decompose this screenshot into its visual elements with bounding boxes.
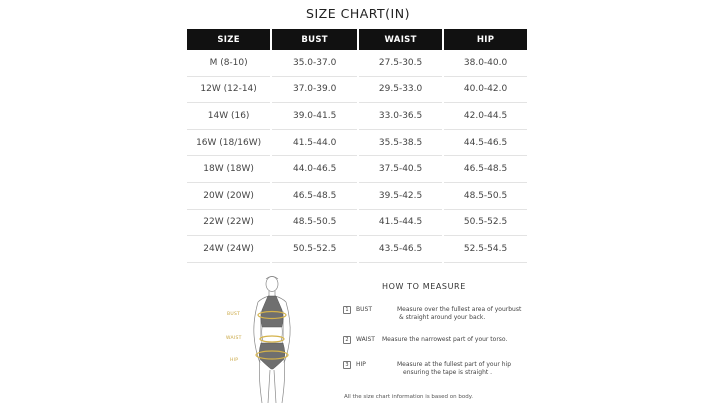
cell-bust: 46.5-48.5 bbox=[272, 183, 357, 210]
header-bust: BUST bbox=[272, 29, 357, 50]
cell-waist: 29.5-33.0 bbox=[359, 77, 442, 104]
table-row bbox=[187, 183, 527, 210]
cell-hip: 48.5-50.5 bbox=[444, 183, 527, 210]
table-row bbox=[187, 77, 527, 104]
cell-hip: 44.5-46.5 bbox=[444, 130, 527, 157]
cell-waist: 39.5-42.5 bbox=[359, 183, 442, 210]
step-name: WAIST bbox=[356, 336, 375, 343]
cell-size: 22W (22W) bbox=[187, 210, 270, 237]
figure-label-bust: BUST bbox=[227, 312, 241, 317]
size-chart-title: SIZE CHART(IN) bbox=[306, 6, 410, 21]
step-number: 3 bbox=[343, 361, 351, 369]
step-number: 2 bbox=[343, 336, 351, 344]
cell-bust: 35.0-37.0 bbox=[272, 50, 357, 77]
step-description: Measure over the fullest area of yourbust bbox=[397, 306, 522, 313]
table-row bbox=[187, 210, 527, 237]
cell-bust: 41.5-44.0 bbox=[272, 130, 357, 157]
cell-size: 20W (20W) bbox=[187, 183, 270, 210]
size-chart-table bbox=[185, 29, 529, 263]
cell-size: M (8-10) bbox=[187, 50, 270, 77]
table-row bbox=[187, 236, 527, 263]
cell-hip: 40.0-42.0 bbox=[444, 77, 527, 104]
cell-size: 16W (18/16W) bbox=[187, 130, 270, 157]
body-measurement-figure bbox=[222, 275, 322, 405]
cell-bust: 37.0-39.0 bbox=[272, 77, 357, 104]
table-row bbox=[187, 103, 527, 130]
cell-bust: 44.0-46.5 bbox=[272, 156, 357, 183]
cell-waist: 35.5-38.5 bbox=[359, 130, 442, 157]
table-row bbox=[187, 130, 527, 157]
table-row bbox=[187, 50, 527, 77]
cell-size: 12W (12-14) bbox=[187, 77, 270, 104]
cell-size: 24W (24W) bbox=[187, 236, 270, 263]
step-name: BUST bbox=[356, 306, 372, 313]
cell-hip: 46.5-48.5 bbox=[444, 156, 527, 183]
table-row bbox=[187, 156, 527, 183]
header-size: SIZE bbox=[187, 29, 270, 50]
cell-waist: 27.5-30.5 bbox=[359, 50, 442, 77]
cell-waist: 37.5-40.5 bbox=[359, 156, 442, 183]
step-description: & straight around your back. bbox=[399, 314, 486, 321]
cell-hip: 38.0-40.0 bbox=[444, 50, 527, 77]
cell-hip: 42.0-44.5 bbox=[444, 103, 527, 130]
cell-waist: 43.5-46.5 bbox=[359, 236, 442, 263]
cell-waist: 33.0-36.5 bbox=[359, 103, 442, 130]
step-description: Measure the narrowest part of your torso. bbox=[382, 336, 508, 343]
figure-label-waist: WAIST bbox=[226, 336, 242, 341]
how-to-measure-title: HOW TO MEASURE bbox=[382, 282, 466, 291]
table-header-row bbox=[187, 29, 527, 50]
size-chart-footnote: All the size chart information is based on body. bbox=[344, 394, 473, 400]
cell-size: 14W (16) bbox=[187, 103, 270, 130]
header-waist: WAIST bbox=[359, 29, 442, 50]
cell-hip: 52.5-54.5 bbox=[444, 236, 527, 263]
header-hip: HIP bbox=[444, 29, 527, 50]
cell-waist: 41.5-44.5 bbox=[359, 210, 442, 237]
step-description: ensuring the tape is straight . bbox=[403, 369, 493, 376]
cell-bust: 50.5-52.5 bbox=[272, 236, 357, 263]
cell-size: 18W (18W) bbox=[187, 156, 270, 183]
step-name: HIP bbox=[356, 361, 366, 368]
cell-hip: 50.5-52.5 bbox=[444, 210, 527, 237]
cell-bust: 48.5-50.5 bbox=[272, 210, 357, 237]
step-description: Measure at the fullest part of your hip bbox=[397, 361, 512, 368]
step-number: 1 bbox=[343, 306, 351, 314]
cell-bust: 39.0-41.5 bbox=[272, 103, 357, 130]
figure-label-hip: HIP bbox=[230, 358, 239, 363]
